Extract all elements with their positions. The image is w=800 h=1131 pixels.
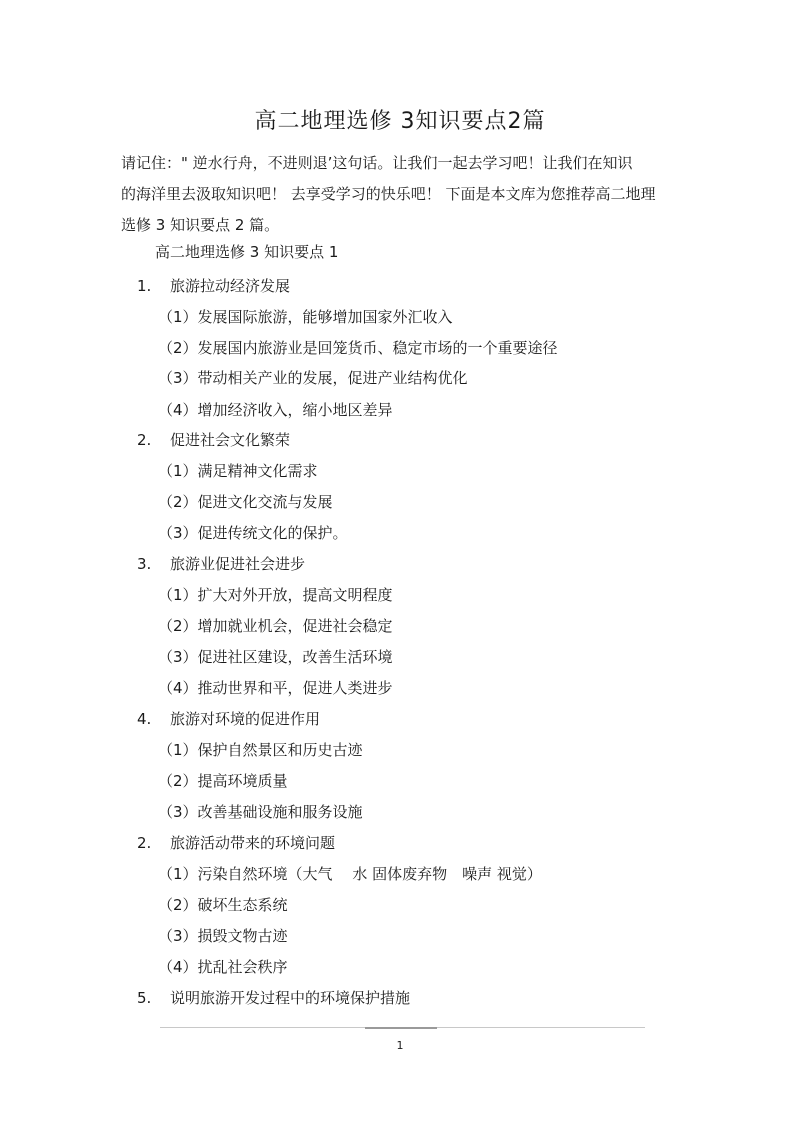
section-heading: 促进社会文化繁荣: [170, 431, 291, 449]
list-item: （1）满足精神文化需求: [158, 462, 318, 480]
footer-divider-accent: [365, 1027, 437, 1029]
list-item: （3）促进社区建设，改善生活环境: [158, 648, 393, 666]
section-subtitle: 高二地理选修 3 知识要点 1: [155, 243, 339, 261]
list-item: （4）扰乱社会秩序: [158, 958, 288, 976]
list-item: （1）污染自然环境（大气 水 固体废弃物 噪声 视觉）: [158, 865, 542, 883]
section-heading: 旅游对环境的促进作用: [170, 710, 321, 728]
list-item: （4）增加经济收入，缩小地区差异: [158, 401, 393, 419]
section-number: 4.: [137, 710, 152, 728]
list-item: （2）发展国内旅游业是回笼货币、稳定市场的一个重要途径: [158, 339, 558, 357]
section-heading: 旅游活动带来的环境问题: [170, 834, 336, 852]
list-item: （3）带动相关产业的发展，促进产业结构优化: [158, 369, 468, 387]
list-item: （1）保护自然景区和历史古迹: [158, 741, 363, 759]
section-number: 3.: [137, 555, 152, 573]
list-item: （2）增加就业机会，促进社会稳定: [158, 617, 393, 635]
list-item: （3）损毁文物古迹: [158, 927, 288, 945]
page-number: 1: [396, 1039, 404, 1052]
list-item: （3）改善基础设施和服务设施: [158, 803, 363, 821]
list-item: （1）发展国际旅游，能够增加国家外汇收入: [158, 308, 453, 326]
section-number: 2.: [137, 834, 152, 852]
section-heading: 说明旅游开发过程中的环境保护措施: [170, 989, 411, 1007]
section-number: 5.: [137, 989, 152, 1007]
intro-line: 请记住：" 逆水行舟，不进则退’这句话。让我们一起去学习吧！让我们在知识: [121, 154, 633, 172]
section-heading: 旅游业促进社会进步: [170, 555, 306, 573]
section-number: 1.: [137, 277, 152, 295]
list-item: （2）破坏生态系统: [158, 896, 288, 914]
intro-paragraph: [121, 148, 681, 241]
intro-line: 选修 3 知识要点 2 篇。: [121, 216, 280, 234]
list-item: （2）提高环境质量: [158, 772, 288, 790]
list-item: （1）扩大对外开放，提高文明程度: [158, 586, 393, 604]
list-item: （2）促进文化交流与发展: [158, 493, 333, 511]
list-item: （3）促进传统文化的保护。: [158, 524, 348, 542]
section-number: 2.: [137, 431, 152, 449]
list-item: （4）推动世界和平，促进人类进步: [158, 679, 393, 697]
document-title: 高二地理选修 3知识要点2篇: [254, 109, 546, 134]
section-heading: 旅游拉动经济发展: [170, 277, 291, 295]
intro-line: 的海洋里去汲取知识吧！ 去享受学习的快乐吧！ 下面是本文库为您推荐高二地理: [121, 185, 656, 203]
